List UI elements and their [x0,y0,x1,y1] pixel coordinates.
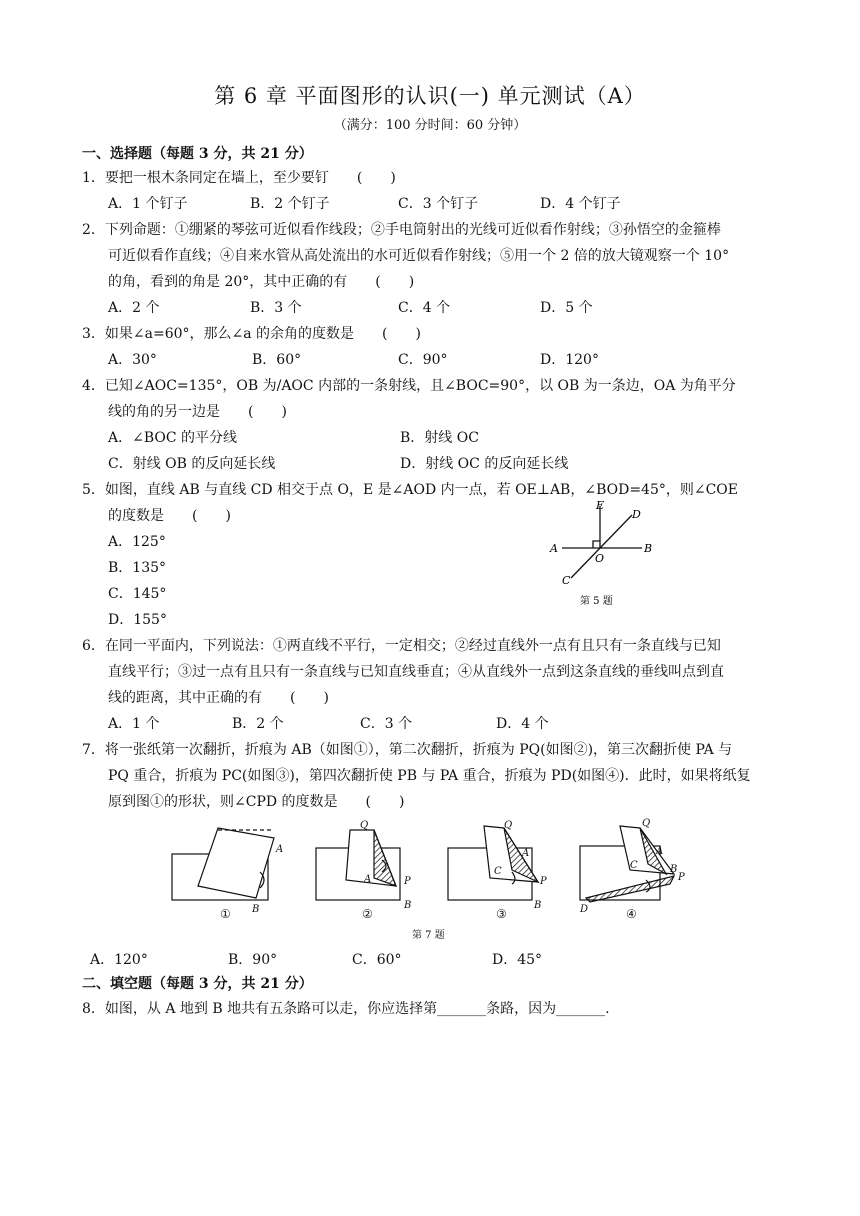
label-o: O [595,552,605,565]
question-5-option-b: B．135° [108,560,167,576]
question-6-option-b: B．2 个 [232,716,284,732]
question-7-figure [160,818,700,943]
fold-step-1-diagram [172,828,283,921]
svg-text:Q: Q [642,818,651,829]
label-a: A [550,542,558,555]
question-1-option-c: C．3 个钉子 [398,196,479,212]
question-5-option-d: D．155° [108,612,167,628]
panel-label-1: ① [220,907,231,921]
question-3-option-b: B．60° [252,352,302,368]
svg-text:A: A [522,848,530,859]
svg-text:B: B [404,900,412,911]
panel-label-4: ④ [626,907,637,921]
question-6-line: 6．在同一平面内，下列说法：①两直线不平行，一定相交；②经过直线外一点有且只有一条直线与已知 [82,638,721,654]
question-6-line: 直线平行；③过一点有且只有一条直线与已知直线垂直；④从直线外一点到这条直线的垂线叫点到直 [108,664,724,680]
svg-text:Q: Q [360,820,369,831]
question-7-line: 原到图①的形状，则∠CPD 的度数是 ( ) [108,794,405,810]
figure-5-caption: 第 5 题 [580,596,613,607]
page-subtitle: （满分：100 分时间：60 分钟） [333,118,527,133]
svg-text:B: B [670,864,678,875]
question-7-option-d: D．45° [492,952,543,968]
question-6-option-d: D．4 个 [496,716,549,732]
question-4-line: 线的角的另一边是 ( ) [108,404,287,420]
question-5-line: 5．如图，直线 AB 与直线 CD 相交于点 O，E 是∠AOD 内一点，若 OE⊥AB，∠BOD=45°，则∠COE [82,482,739,498]
question-4-option-b: B．射线 OC [400,430,479,446]
figure-7-caption: 第 7 题 [412,930,445,941]
question-1-option-d: D．4 个钉子 [540,196,621,212]
question-2-line: 2．下列命题：①绷紧的琴弦可近似看作线段；②手电筒射出的光线可近似看作射线；③孙悟空的金箍棒 [82,222,721,238]
question-4-option-c: C．射线 OB 的反向延长线 [108,456,276,472]
question-7-option-c: C．60° [352,952,402,968]
right-angle-mark [593,541,600,548]
svg-text:P: P [404,876,411,887]
question-1-stem: 1．要把一根木条同定在墙上，至少要钉 ( ) [82,170,396,186]
question-3-stem: 3．如果∠a=60°，那么∠a 的余角的度数是 ( ) [82,326,421,342]
svg-text:A: A [656,846,664,857]
svg-text:P: P [540,876,547,887]
question-7-option-b: B．90° [228,952,278,968]
question-2-option-c: C．4 个 [398,300,451,316]
line-cd [571,515,632,578]
question-1-option-b: B．2 个钉子 [250,196,330,212]
question-3-option-a: A．30° [108,352,157,368]
question-2-line: 可近似看作直线；④自来水管从高处流出的水可近似看作射线；⑤用一个 2 倍的放大镜观察一个 10° [108,248,730,264]
question-2-option-a: A．2 个 [108,300,160,316]
question-2-option-d: D．5 个 [540,300,593,316]
question-2-option-b: B．3 个 [250,300,302,316]
fold-step-4-diagram [579,818,685,921]
page-title: 第 6 章 平面图形的认识(一) 单元测试（A） [214,84,646,108]
question-4-option-a: A．∠BOC 的平分线 [108,430,238,446]
svg-text:C: C [494,866,502,877]
question-7-option-a: A．120° [90,952,148,968]
question-5-option-a: A．125° [108,534,166,550]
question-7-line: 7．将一张纸第一次翻折，折痕为 AB（如图①），第二次翻折，折痕为 PQ(如图②)，第三次翻折使 PA 与 [82,742,733,758]
panel-label-3: ③ [496,907,507,921]
svg-text:A: A [364,874,372,885]
question-6-line: 线的距离，其中正确的有 ( ) [108,690,329,706]
question-1-option-a: A．1 个钉子 [108,196,188,212]
question-6-option-a: A．1 个 [108,716,160,732]
question-5-line: 的度数是 ( ) [108,508,231,524]
fold-step-3-diagram [448,820,547,921]
svg-text:B: B [534,900,542,911]
label-c: C [562,574,571,587]
label-e: E [596,499,605,512]
fold-step-2-diagram [316,820,411,921]
panel-label-2: ② [362,907,373,921]
question-4-line: 4．已知∠AOC=135°，OB 为/AOC 内部的一条射线，且∠BOC=90°，以 OB 为一条边，OA 为角平分 [82,378,736,394]
question-5-option-c: C．145° [108,586,167,602]
question-7-line: PQ 重合，折痕为 PC(如图③)，第四次翻折使 PB 与 PA 重合，折痕为 PD(如图④)．此时，如果将纸复 [108,768,751,784]
svg-text:P: P [678,872,685,883]
question-3-option-d: D．120° [540,352,599,368]
label-b: B [644,542,653,555]
svg-text:B: B [252,904,260,915]
question-3-option-c: C．90° [398,352,448,368]
svg-text:D: D [580,904,589,915]
question-4-option-d: D．射线 OC 的反向延长线 [400,456,569,472]
svg-text:C: C [630,860,638,871]
section-heading-fill-in: 二、填空题（每题 3 分，共 21 分） [82,976,313,992]
question-8-stem: 8．如图，从 A 地到 B 地共有五条路可以走，你应选择第_______条路，因为_______. [82,1001,610,1017]
question-2-line: 的角，看到的角是 20°，其中正确的有 ( ) [108,274,415,290]
question-6-option-c: C．3 个 [360,716,413,732]
svg-text:Q: Q [504,820,513,831]
label-d: D [632,508,641,521]
question-5-figure [540,496,670,610]
section-heading-choice: 一、选择题（每题 3 分，共 21 分） [82,146,313,162]
svg-text:A: A [276,844,284,855]
